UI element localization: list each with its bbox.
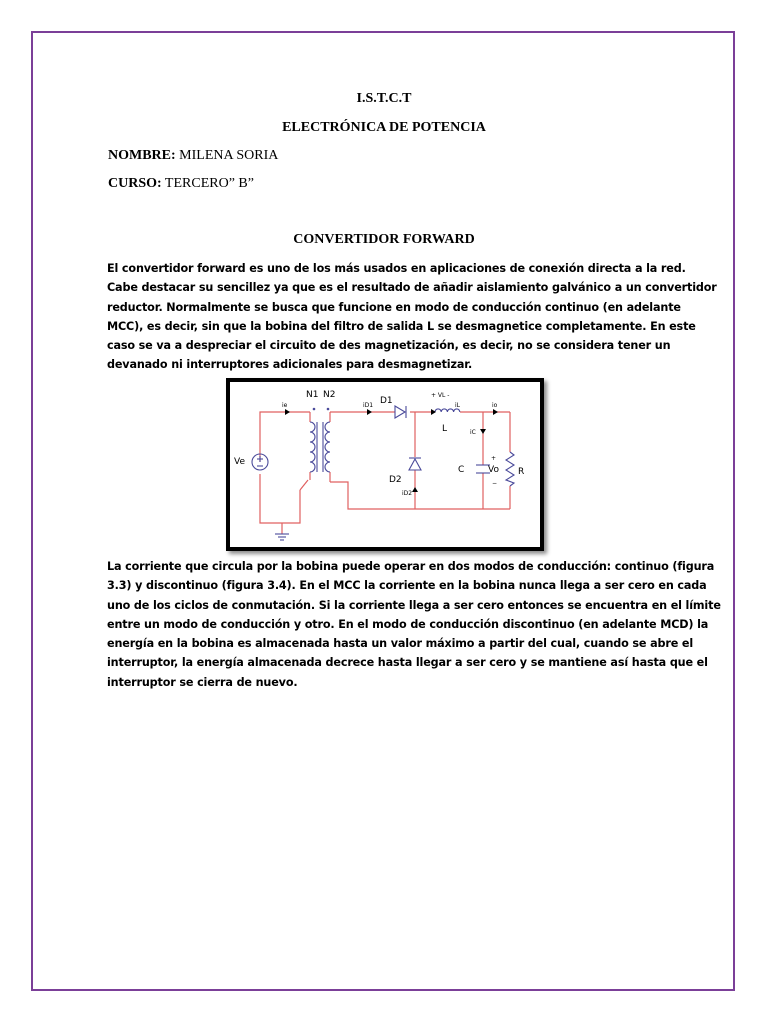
course-label: CURSO: [108, 176, 162, 191]
label-id1: iD1 [363, 402, 374, 409]
name-label: NOMBRE: [108, 148, 176, 163]
paragraph-line: entre un modo de conducción y otro. En el modo de conducción discontinuo (en adelante MCD) la [107, 617, 709, 631]
polarity-dots [313, 408, 330, 411]
paragraph-intro [107, 259, 717, 375]
student-course [108, 176, 254, 192]
paragraph-line: reductor. Normalmente se busca que funcione en modo de conducción continuo (en adelante [107, 300, 681, 314]
paragraph-conduction [107, 557, 721, 692]
circuit-diagram [226, 378, 544, 551]
circuit-components [252, 406, 514, 540]
paragraph-line: interruptor, la energía almacenada decrece hasta llegar a ser cero y se mantiene así hasta que el [107, 656, 708, 670]
label-vl: + VL - [431, 392, 450, 399]
label-io: io [492, 402, 498, 409]
circuit-svg [230, 382, 540, 547]
label-l: L [442, 424, 448, 434]
label-plus: + [491, 455, 497, 462]
course-value: TERCERO” B” [161, 176, 254, 191]
paragraph-line: energía en la bobina es almacenada hasta un valor máximo a partir del cual, cuando se abre el [107, 637, 694, 651]
label-ie: ie [282, 402, 288, 409]
label-ve: Ve [234, 457, 245, 467]
student-name [108, 148, 278, 164]
label-ic: iC [470, 429, 476, 436]
subject-title: ELECTRÓNICA DE POTENCIA [282, 120, 486, 135]
paragraph-line: La corriente que circula por la bobina puede operar en dos modos de conducción: continuo (figura [107, 560, 715, 573]
paragraph-line: 3.3) y discontinuo (figura 3.4). En el MCC la corriente en la bobina nunca llega a ser cero en cada [107, 579, 707, 593]
label-il: iL [455, 402, 461, 409]
paragraph-line: Cabe destacar su sencillez ya que es el resultado de añadir aislamiento galvánico a un convertidor [107, 281, 717, 295]
label-c: C [458, 465, 465, 475]
paragraph-line: MCC), es decir, sin que la bobina del filtro de salida L se desmagnetice completamente. En este [107, 319, 696, 333]
paragraph-line: El convertidor forward es uno de los más usados en aplicaciones de conexión directa a la red. [107, 262, 686, 275]
paragraph-line: uno de los ciclos de conmutación. Si la corriente llega a ser cero entonces se encuentra en el límite [107, 598, 721, 612]
label-d2: D2 [389, 475, 402, 485]
name-value: MILENA SORIA [175, 148, 279, 163]
paragraph-line: caso se va a despreciar el circuito de des magnetización, es decir, no se considera tener un [107, 339, 671, 353]
institution-title: I.S.T.C.T [356, 91, 412, 106]
label-r: R [518, 467, 525, 477]
label-n2: N2 [323, 390, 336, 400]
label-vo: Vo [488, 465, 499, 475]
label-d1: D1 [380, 396, 393, 406]
label-id2: iD2 [402, 490, 413, 497]
paragraph-line: interruptor se cierra de nuevo. [107, 675, 298, 689]
paragraph-line: devanado ni interruptores adicionales para desmagnetizar. [107, 358, 473, 372]
label-n1: N1 [306, 390, 319, 400]
label-minus: − [492, 480, 498, 487]
section-title: CONVERTIDOR FORWARD [293, 232, 475, 247]
